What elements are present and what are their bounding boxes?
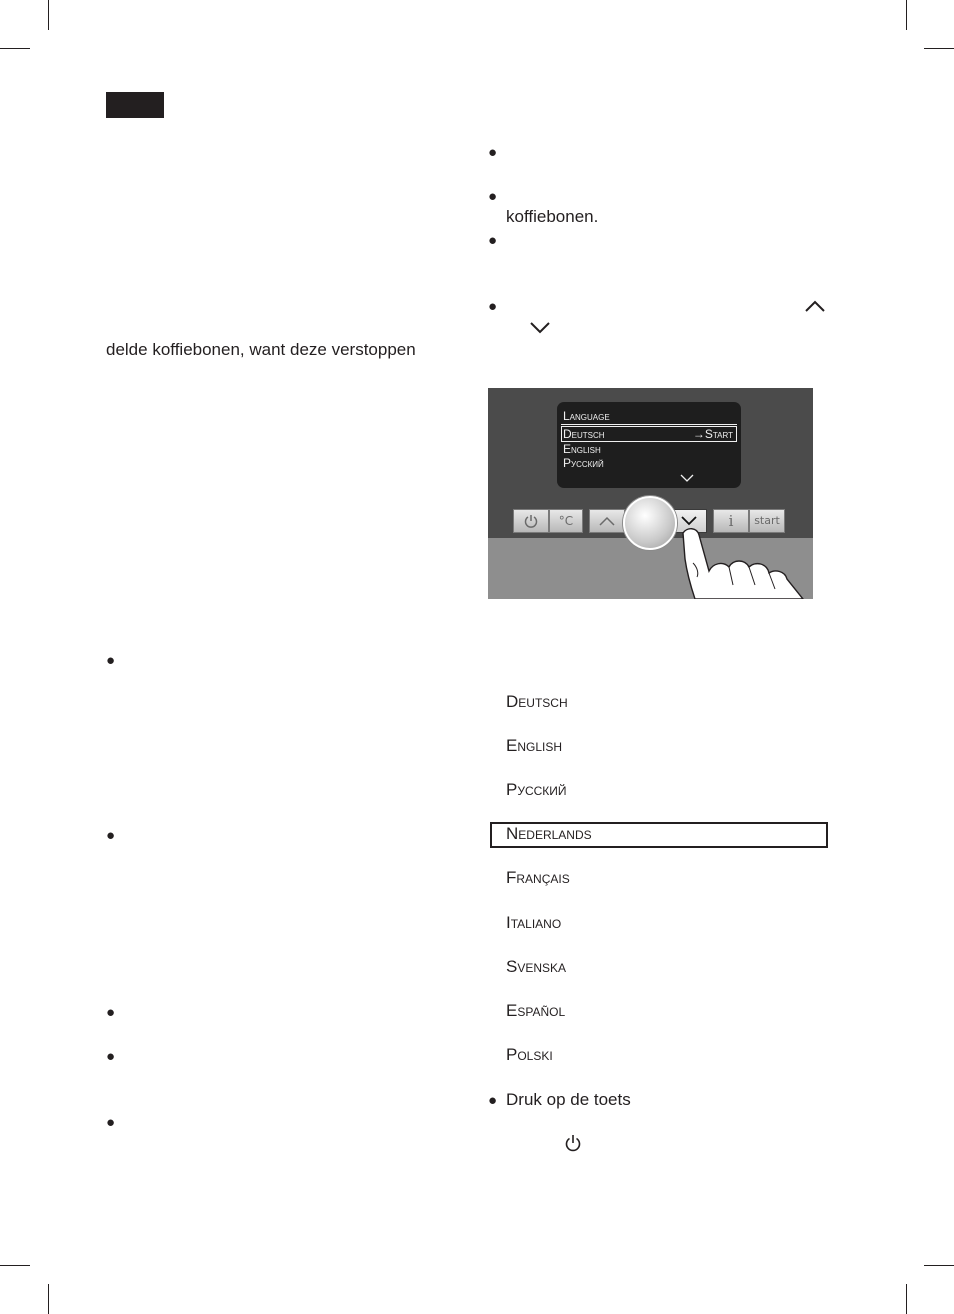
- power-icon: [523, 513, 539, 529]
- right-text-koffiebonen: koffiebonen.: [506, 207, 599, 226]
- bullet-icon: ●: [106, 1004, 116, 1021]
- display-option: English: [563, 442, 601, 456]
- pointing-hand-illustration: [673, 523, 813, 599]
- start-button[interactable]: start: [749, 509, 785, 533]
- language-item-selected: Nederlands: [506, 824, 592, 843]
- temperature-button[interactable]: °C: [549, 509, 583, 533]
- bullet-icon: ●: [106, 652, 116, 669]
- chevron-down-icon: [679, 473, 695, 483]
- chevron-up-icon: [598, 515, 616, 527]
- bullet-icon: ●: [488, 298, 498, 315]
- machine-display: [557, 402, 741, 488]
- crop-mark: [924, 1265, 954, 1266]
- language-item: Français: [506, 868, 570, 887]
- crop-mark: [48, 0, 49, 30]
- language-item: Español: [506, 1001, 566, 1020]
- crop-mark: [924, 48, 954, 49]
- display-divider: [561, 424, 737, 425]
- bullet-icon: ●: [488, 188, 498, 205]
- rotary-knob[interactable]: [623, 496, 677, 550]
- crop-mark: [906, 0, 907, 30]
- chevron-up-icon: [804, 298, 826, 314]
- crop-mark: [0, 1265, 30, 1266]
- bullet-icon: ●: [106, 827, 116, 844]
- language-item: Italiano: [506, 913, 562, 932]
- power-button[interactable]: [513, 509, 549, 533]
- bullet-icon: ●: [106, 1048, 116, 1065]
- crop-mark: [48, 1284, 49, 1314]
- language-item: English: [506, 736, 563, 755]
- language-tab: [106, 92, 164, 118]
- chevron-down-icon: [529, 320, 551, 336]
- bullet-icon: ●: [488, 1092, 498, 1109]
- display-selected-action: →Start: [692, 427, 733, 441]
- up-button[interactable]: [589, 509, 625, 533]
- power-icon: [564, 1133, 582, 1153]
- bullet-icon: ●: [488, 232, 498, 249]
- left-text-line: delde koffiebonen, want deze verstoppen: [106, 340, 416, 359]
- display-option: Русский: [563, 456, 604, 470]
- language-item: Svenska: [506, 957, 567, 976]
- info-button[interactable]: i: [713, 509, 749, 533]
- bullet-icon: ●: [488, 144, 498, 161]
- language-item: Русский: [506, 780, 567, 799]
- machine-panel-illustration: [488, 388, 813, 599]
- language-item: Deutsch: [506, 692, 568, 711]
- right-text-druk-op: Druk op de toets: [506, 1090, 631, 1109]
- language-item: Polski: [506, 1045, 553, 1064]
- bullet-icon: ●: [106, 1114, 116, 1131]
- display-selected-row: [561, 426, 737, 442]
- display-title: Language: [563, 409, 610, 423]
- display-selected-label: Deutsch: [563, 427, 605, 441]
- crop-mark: [0, 48, 30, 49]
- crop-mark: [906, 1284, 907, 1314]
